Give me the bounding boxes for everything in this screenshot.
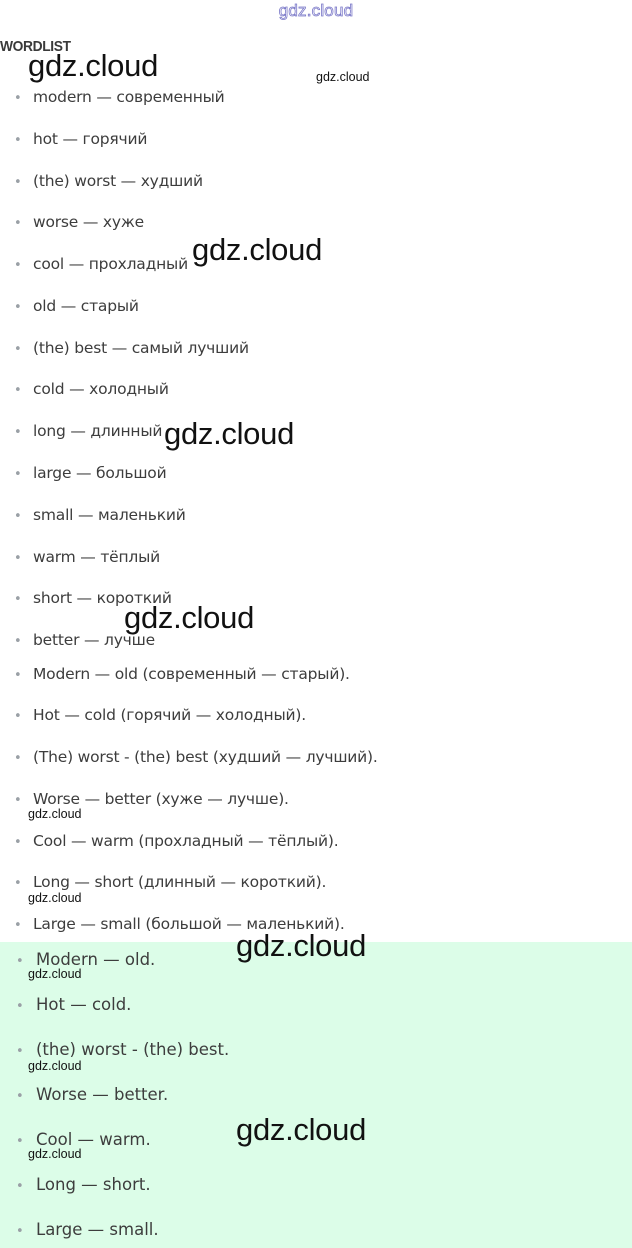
bullet-icon: • xyxy=(16,954,24,969)
list-item: • short — короткий xyxy=(14,589,172,607)
watermark: gdz.cloud xyxy=(124,600,255,635)
bullet-icon: • xyxy=(14,751,22,766)
bullet-icon: • xyxy=(16,1089,24,1104)
bullet-icon: • xyxy=(14,467,22,482)
watermark: gdz.cloud xyxy=(28,891,82,905)
watermark: gdz.cloud xyxy=(28,1147,82,1161)
bullet-icon: • xyxy=(14,175,22,190)
bullet-icon: • xyxy=(16,1179,24,1194)
bullet-icon: • xyxy=(14,91,22,106)
list-item: • hot — горячий xyxy=(14,130,148,148)
list-item: • Modern — old (современный — старый). xyxy=(14,665,350,683)
list-item: • (the) best — самый лучший xyxy=(14,339,249,357)
list-item: • better — лучше xyxy=(14,631,155,649)
list-item: • large — большой xyxy=(14,464,167,482)
bullet-icon: • xyxy=(14,634,22,649)
bullet-icon: • xyxy=(14,876,22,891)
list-item: • cold — холодный xyxy=(14,380,169,398)
top-watermark: gdz.cloud xyxy=(278,1,354,20)
answer-panel xyxy=(0,942,632,1248)
list-item: • Large — small (большой — маленький). xyxy=(14,915,345,933)
answer-item: • Worse — better. xyxy=(16,1085,169,1104)
bullet-icon: • xyxy=(16,1224,24,1239)
bullet-icon: • xyxy=(14,509,22,524)
answer-item: • Modern — old. xyxy=(16,950,156,969)
watermark: gdz.cloud xyxy=(28,48,159,83)
bullet-icon: • xyxy=(14,425,22,440)
bullet-icon: • xyxy=(14,342,22,357)
list-item: • Cool — warm (прохладный — тёплый). xyxy=(14,832,339,850)
list-item: • modern — современный xyxy=(14,88,225,106)
bullet-icon: • xyxy=(14,709,22,724)
bullet-icon: • xyxy=(14,300,22,315)
bullet-icon: • xyxy=(14,793,22,808)
bullet-icon: • xyxy=(14,592,22,607)
bullet-icon: • xyxy=(14,258,22,273)
bullet-icon: • xyxy=(14,835,22,850)
list-item: • small — маленький xyxy=(14,506,186,524)
watermark: gdz.cloud xyxy=(28,967,82,981)
answer-item: • (the) worst - (the) best. xyxy=(16,1040,230,1059)
watermark: gdz.cloud xyxy=(236,928,367,963)
watermark: gdz.cloud xyxy=(236,1112,367,1147)
bullet-icon: • xyxy=(14,383,22,398)
list-item: • old — старый xyxy=(14,297,139,315)
bullet-icon: • xyxy=(16,999,24,1014)
list-item: • (The) worst - (the) best (худший — лучший). xyxy=(14,748,378,766)
answer-item: • Hot — cold. xyxy=(16,995,132,1014)
bullet-icon: • xyxy=(14,551,22,566)
wordlist-heading: WORDLIST xyxy=(0,38,71,55)
bullet-icon: • xyxy=(14,668,22,683)
bullet-icon: • xyxy=(16,1134,24,1149)
watermark: gdz.cloud xyxy=(316,70,370,84)
list-item: • (the) worst — худший xyxy=(14,172,203,190)
list-item: • long — длинный xyxy=(14,422,163,440)
bullet-icon: • xyxy=(14,216,22,231)
list-item: • warm — тёплый xyxy=(14,548,161,566)
answer-item: • Large — small. xyxy=(16,1220,159,1239)
watermark: gdz.cloud xyxy=(28,1059,82,1073)
watermark: gdz.cloud xyxy=(28,807,82,821)
list-item: • cool — прохладный xyxy=(14,255,188,273)
list-item: • Hot — cold (горячий — холодный). xyxy=(14,706,306,724)
answer-item: • Cool — warm. xyxy=(16,1130,151,1149)
watermark: gdz.cloud xyxy=(192,232,323,267)
answer-item: • Long — short. xyxy=(16,1175,151,1194)
bullet-icon: • xyxy=(16,1044,24,1059)
watermark: gdz.cloud xyxy=(164,416,295,451)
bullet-icon: • xyxy=(14,918,22,933)
list-item: • worse — хуже xyxy=(14,213,144,231)
list-item: • Worse — better (хуже — лучше). xyxy=(14,790,289,808)
list-item: • Long — short (длинный — короткий). xyxy=(14,873,327,891)
bullet-icon: • xyxy=(14,133,22,148)
